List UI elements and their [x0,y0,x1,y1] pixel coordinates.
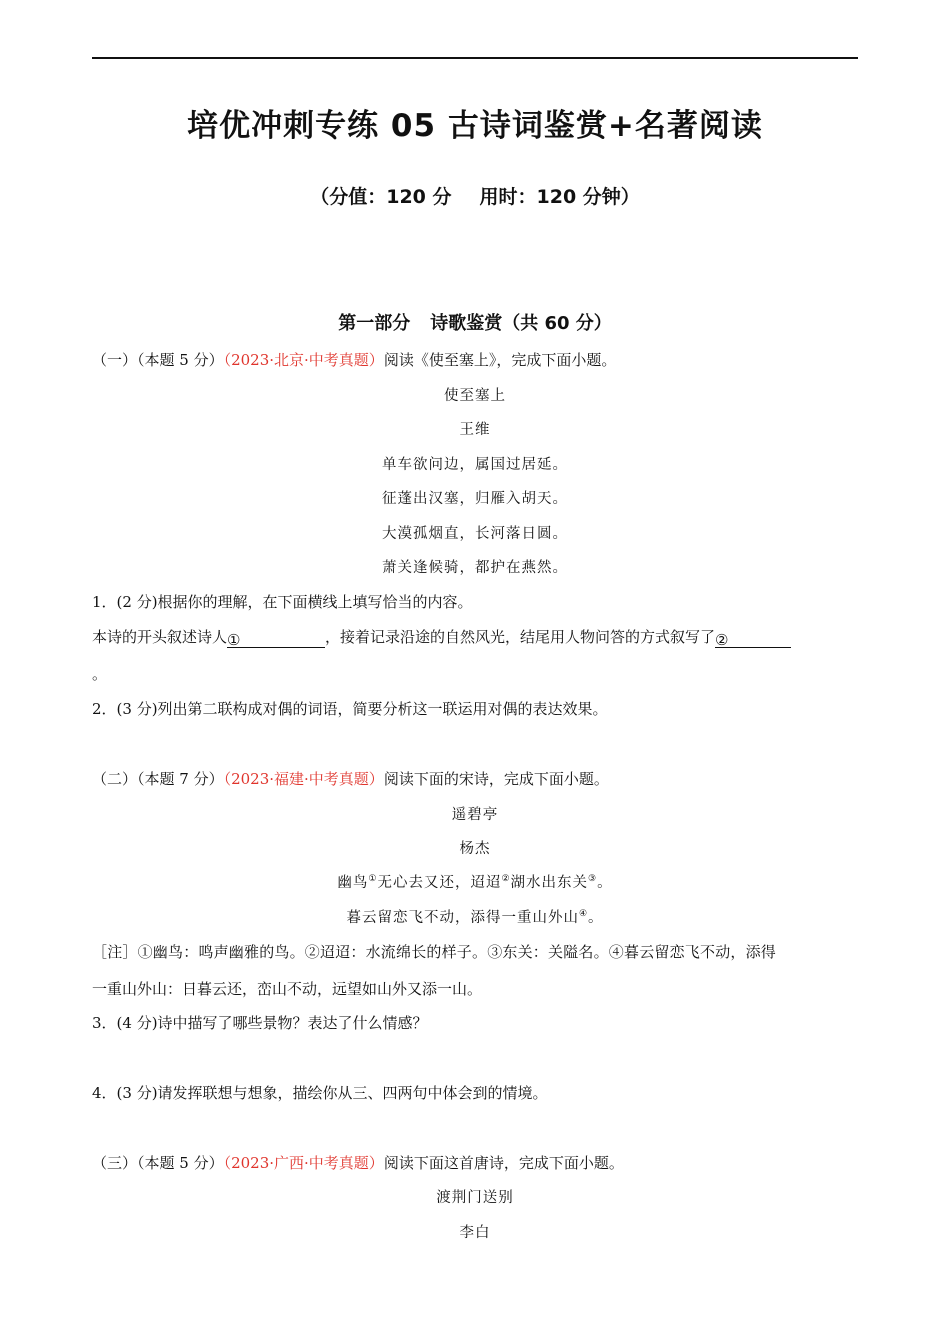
poem-title: 使至塞上 [444,388,506,404]
poem-line: 单车欲问边，属国过居延。 [382,457,568,473]
footnote-mark: ① [368,874,378,885]
answer-blank-2[interactable] [715,631,791,648]
question-prefix: （三）（本题 5 分） [92,1154,224,1172]
poem-line: 暮云留恋飞不动，添得一重山外山④。 [346,909,604,926]
poem-line: 征蓬出汉塞，归雁入胡天。 [382,491,568,507]
footnote-mark: ③ [588,874,598,885]
poem-author: 王维 [459,422,491,438]
poem-title: 遥碧亭 [451,807,499,823]
question-group-2-header [92,768,609,789]
header-rule [92,57,858,59]
section-part: 第一部分 [338,313,411,334]
question-source: （2023·广西·中考真题） [223,1154,384,1172]
question-source: （2023·北京·中考真题） [223,351,384,369]
question-3: 3．(4 分)诗中描写了哪些景物？表达了什么情感？ [92,1014,428,1032]
answer-blank-1[interactable] [227,631,325,648]
question-prefix: （一）（本题 5 分） [92,351,224,369]
question-2: 2．(3 分)列出第二联构成对偶的词语，简要分析这一联运用对偶的表达效果。 [92,700,608,718]
question-4: 4．(3 分)请发挥联想与想象，描绘你从三、四两句中体会到的情境。 [92,1084,548,1102]
section-title: 诗歌鉴赏（共 60 分） [430,313,612,334]
poem-line: 萧关逢候骑，都护在燕然。 [382,560,568,576]
poem-line: 大漠孤烟直，长河落日圆。 [382,526,568,542]
question-instruction: 阅读下面这首唐诗，完成下面小题。 [383,1154,624,1172]
blank-mark-2: ② [715,631,729,649]
fill-end: 。 [92,665,108,683]
section-heading [0,309,950,335]
poem-notes-line-1: ［注］①幽鸟：鸣声幽雅的鸟。②迢迢：水流绵长的样子。③东关：关隘名。④暮云留恋飞不动，添得 [92,943,777,961]
poem-line: 幽鸟①无心去又还，迢迢②湖水出东关③。 [337,874,613,891]
question-group-1-header [92,349,616,370]
page-title: 培优冲刺专练 05 古诗词鉴赏+名著阅读 [187,108,763,144]
fill-in-line [92,626,791,648]
time-info: 用时：120 分钟） [479,186,640,208]
score-info: （分值：120 分 [310,186,452,208]
question-instruction: 阅读《使至塞上》，完成下面小题。 [383,351,617,369]
footnote-mark: ② [501,874,511,885]
poem-title: 渡荆门送别 [436,1190,514,1206]
poem-author: 杨杰 [459,841,491,857]
poem-author: 李白 [459,1225,491,1241]
fill-text-a: 本诗的开头叙述诗人 [92,628,228,646]
exam-info [0,182,950,209]
question-prefix: （二）（本题 7 分） [92,770,224,788]
fill-text-b: ，接着记录沿途的自然风光，结尾用人物问答的方式叙写了 [325,628,716,646]
footnote-mark: ④ [578,909,589,920]
poem-notes-line-2: 一重山外山：日暮云还，峦山不动，远望如山外又添一山。 [92,980,483,998]
question-instruction: 阅读下面的宋诗，完成下面小题。 [383,770,609,788]
question-group-3-header [92,1152,624,1173]
question-1: 1．(2 分)根据你的理解，在下面横线上填写恰当的内容。 [92,593,473,611]
question-source: （2023·福建·中考真题） [223,770,384,788]
blank-mark-1: ① [227,631,241,649]
